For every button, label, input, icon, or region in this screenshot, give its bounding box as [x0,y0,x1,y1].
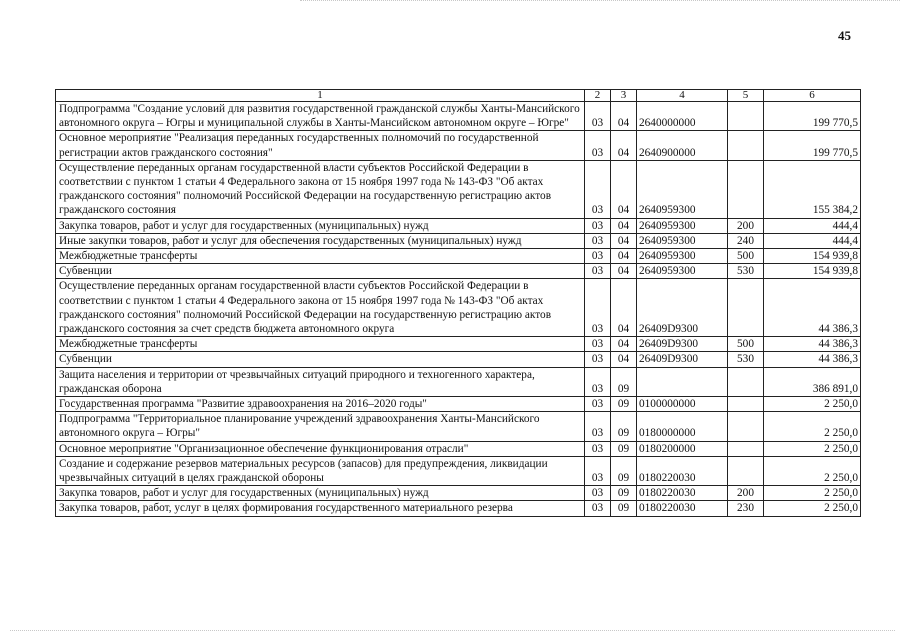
row-section: 03 [585,441,611,456]
table-row [56,412,861,441]
row-section: 03 [585,412,611,441]
page-number: 45 [838,28,851,43]
row-amount: 2 250,0 [764,501,861,516]
row-target-article: 2640959300 [637,160,728,218]
row-target-article [637,367,728,396]
row-name: Закупка товаров, работ и услуг для государственных (муниципальных) нужд [56,218,585,233]
row-target-article: 2640959300 [637,233,728,248]
row-target-article: 2640959300 [637,249,728,264]
row-expense-type: 500 [728,249,764,264]
row-target-article: 0100000000 [637,397,728,412]
row-section: 03 [585,160,611,218]
row-target-article: 26409D9300 [637,337,728,352]
row-section: 03 [585,486,611,501]
row-name: Основное мероприятие "Организационное обеспечение функционирования отрасли" [56,441,585,456]
row-target-article: 0180200000 [637,441,728,456]
row-amount: 444,4 [764,233,861,248]
row-name: Защита населения и территории от чрезвычайных ситуаций природного и техногенного характера, гражданская оборона [56,367,585,396]
row-amount: 2 250,0 [764,456,861,485]
row-subsection: 09 [611,441,637,456]
row-amount: 155 384,2 [764,160,861,218]
row-expense-type [728,160,764,218]
row-section: 03 [585,397,611,412]
row-subsection: 04 [611,218,637,233]
row-name: Закупка товаров, работ, услуг в целях формирования государственного материального резерва [56,501,585,516]
row-subsection: 04 [611,233,637,248]
row-subsection: 09 [611,367,637,396]
row-amount: 386 891,0 [764,367,861,396]
row-target-article: 2640959300 [637,264,728,279]
row-name: Закупка товаров, работ и услуг для государственных (муниципальных) нужд [56,486,585,501]
row-target-article: 0180220030 [637,501,728,516]
row-name: Создание и содержание резервов материальных ресурсов (запасов) для предупреждения, ликвидации чрезвычайных ситуаций в целях гражданской обороны [56,456,585,485]
row-expense-type [728,441,764,456]
row-section: 03 [585,249,611,264]
table-row [56,249,861,264]
row-section: 03 [585,218,611,233]
table-row [56,486,861,501]
row-expense-type [728,131,764,160]
row-subsection: 09 [611,397,637,412]
row-amount: 199 770,5 [764,102,861,131]
row-target-article: 0180220030 [637,456,728,485]
row-subsection: 04 [611,131,637,160]
row-name: Государственная программа "Развитие здравоохранения на 2016–2020 годы" [56,397,585,412]
row-expense-type: 200 [728,486,764,501]
row-expense-type: 230 [728,501,764,516]
row-amount: 2 250,0 [764,441,861,456]
row-subsection: 04 [611,102,637,131]
row-name: Иные закупки товаров, работ и услуг для обеспечения государственных (муниципальных) нужд [56,233,585,248]
row-section: 03 [585,264,611,279]
table-row [56,279,861,337]
row-subsection: 09 [611,412,637,441]
row-expense-type [728,367,764,396]
row-expense-type [728,279,764,337]
table-row [56,352,861,367]
row-subsection: 09 [611,456,637,485]
row-section: 03 [585,279,611,337]
budget-table [55,89,861,517]
row-expense-type [728,456,764,485]
row-target-article: 2640000000 [637,102,728,131]
row-amount: 154 939,8 [764,264,861,279]
row-section: 03 [585,367,611,396]
header-col-1: 1 [56,90,585,102]
row-target-article: 26409D9300 [637,352,728,367]
table-header-row [56,90,861,102]
table-row [56,337,861,352]
row-expense-type [728,412,764,441]
row-amount: 444,4 [764,218,861,233]
header-col-3: 3 [611,90,637,102]
header-col-2: 2 [585,90,611,102]
row-name: Субвенции [56,264,585,279]
row-name: Осуществление переданных органам государственной власти субъектов Российской Федерации в соответствии с пунктом 1 статьи 4 Федерального закона от 15 ноября 1997 года № 143-ФЗ "Об актах гражданского состояния" полномочий Российской Федерации на государственную регистрацию актов гражданского состояния [56,160,585,218]
row-subsection: 04 [611,160,637,218]
row-expense-type: 500 [728,337,764,352]
scan-edge-top [300,0,900,2]
row-amount: 154 939,8 [764,249,861,264]
row-expense-type [728,102,764,131]
row-amount: 2 250,0 [764,486,861,501]
row-amount: 199 770,5 [764,131,861,160]
row-name: Осуществление переданных органам государственной власти субъектов Российской Федерации в соответствии с пунктом 1 статьи 4 Федерального закона от 15 ноября 1997 года № 143-ФЗ "Об актах гражданского состояния" полномочий Российской Федерации на государственную регистрацию актов гражданского состояния за счет средств бюджета автономного округа [56,279,585,337]
row-target-article: 0180000000 [637,412,728,441]
row-section: 03 [585,456,611,485]
row-name: Субвенции [56,352,585,367]
table-row [56,264,861,279]
header-col-6: 6 [764,90,861,102]
row-subsection: 09 [611,501,637,516]
row-amount: 2 250,0 [764,412,861,441]
header-col-4: 4 [637,90,728,102]
row-amount: 2 250,0 [764,397,861,412]
row-name: Основное мероприятие "Реализация переданных государственных полномочий по государственной регистрации актов гражданского состояния" [56,131,585,160]
row-name: Межбюджетные трансферты [56,249,585,264]
row-target-article: 2640900000 [637,131,728,160]
row-expense-type: 200 [728,218,764,233]
table-row [56,160,861,218]
table-row [56,397,861,412]
row-subsection: 04 [611,264,637,279]
row-section: 03 [585,233,611,248]
row-section: 03 [585,102,611,131]
row-subsection: 04 [611,337,637,352]
table-row [56,102,861,131]
row-subsection: 04 [611,279,637,337]
row-amount: 44 386,3 [764,337,861,352]
row-subsection: 09 [611,486,637,501]
row-name: Межбюджетные трансферты [56,337,585,352]
row-section: 03 [585,337,611,352]
table-row [56,233,861,248]
row-expense-type: 530 [728,352,764,367]
row-name: Подпрограмма "Территориальное планирование учреждений здравоохранения Ханты-Мансийского автономного округа – Югры" [56,412,585,441]
row-expense-type [728,397,764,412]
table-row [56,218,861,233]
row-name: Подпрограмма "Создание условий для развития государственной гражданской службы Ханты-Мансийского автономного округа – Югры и муниципальной службы в Ханты-Мансийском автономном округе – Югре" [56,102,585,131]
header-col-5: 5 [728,90,764,102]
row-amount: 44 386,3 [764,279,861,337]
row-section: 03 [585,501,611,516]
row-subsection: 04 [611,352,637,367]
row-subsection: 04 [611,249,637,264]
table-row [56,456,861,485]
scan-edge-bottom [10,630,895,632]
row-amount: 44 386,3 [764,352,861,367]
table-row [56,367,861,396]
row-target-article: 26409D9300 [637,279,728,337]
row-target-article: 0180220030 [637,486,728,501]
row-expense-type: 530 [728,264,764,279]
row-target-article: 2640959300 [637,218,728,233]
table-row [56,131,861,160]
row-expense-type: 240 [728,233,764,248]
table-row [56,501,861,516]
row-section: 03 [585,352,611,367]
row-section: 03 [585,131,611,160]
table-row [56,441,861,456]
